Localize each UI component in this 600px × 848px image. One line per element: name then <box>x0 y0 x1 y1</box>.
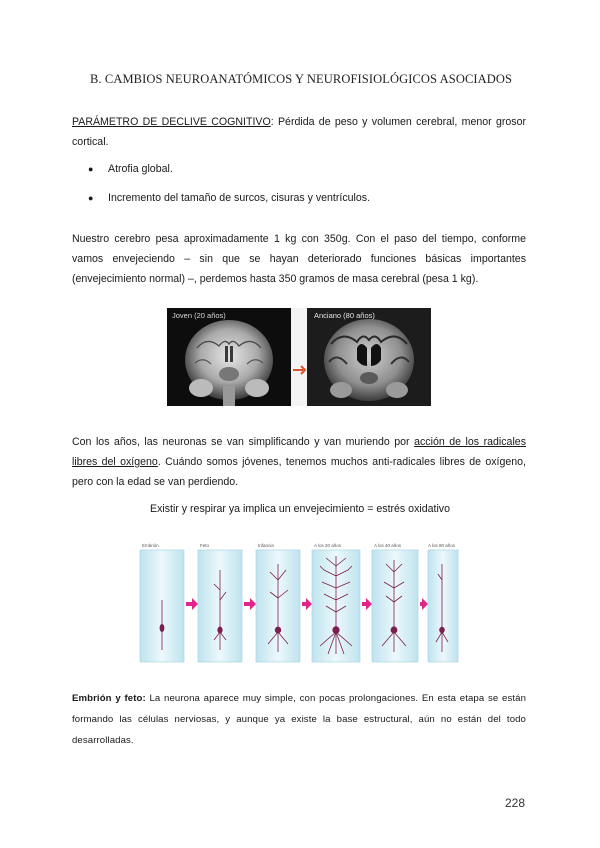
neuron-development-figure <box>136 540 462 664</box>
page-number: 228 <box>505 796 526 810</box>
neurons-paragraph <box>72 432 526 492</box>
neurons-text-underlined: acción de los radicales libres del oxígeno <box>72 436 526 468</box>
parameter-colon: : <box>270 116 274 128</box>
young-brain-panel <box>167 308 291 406</box>
brain-weight-paragraph: Nuestro cerebro pesa aproximadamente 1 kg con 350g. Con el paso del tiempo, conforme vamos envejeciendo – sin que se hayan deteriorado funciones básicas importantes (envejecimiento normal) –, perdemos hasta 350 gramos de masa cerebral (pesa 1 kg). <box>72 233 526 285</box>
neuron-stages-image <box>136 540 462 664</box>
stage-label: Infancia <box>258 543 274 548</box>
bullet-item <box>88 163 173 175</box>
bullet-text: Atrofia global. <box>108 163 173 175</box>
caption-text: La neurona aparece muy simple, con pocas prolongaciones. En esta etapa se están formando las células nerviosas, y aunque ya existe la base estructural, aún no están del todo desarrolladas. <box>72 693 526 746</box>
stage-label: A los 80 años <box>428 543 456 548</box>
parameter-text: Pérdida de peso y volumen cerebral, menor grosor cortical. <box>72 116 527 148</box>
arrow-gap <box>291 308 307 406</box>
bullet-dot-icon: ● <box>88 193 94 203</box>
caption-bold-label: Embrión y feto: <box>72 693 146 704</box>
neurons-text-after: . Cuándo somos jóvenes, tenemos muchos anti-radicales libres de oxígeno, pero con la edad se van perdiendo. <box>72 456 527 488</box>
oxidative-stress-statement: Existir y respirar ya implica un envejecimiento = estrés oxidativo <box>150 503 450 515</box>
stage-label: A los 20 años <box>314 543 342 548</box>
arrow-right-icon <box>291 308 307 406</box>
neurons-text-before: Con los años, las neuronas se van simplificando y van muriendo por <box>72 436 415 448</box>
old-brain-panel <box>307 308 431 406</box>
stage-label: Feto <box>200 543 210 548</box>
bullet-item <box>88 192 370 204</box>
young-brain-image <box>167 308 291 406</box>
cognitive-decline-paragraph <box>72 112 526 152</box>
bullet-text: Incremento del tamaño de surcos, cisuras y ventrículos. <box>108 192 371 204</box>
young-brain-label: Joven (20 años) <box>172 311 226 320</box>
bullet-dot-icon: ● <box>88 164 94 174</box>
embryo-fetus-caption <box>72 688 526 751</box>
stage-label: A los 40 años <box>374 543 402 548</box>
brain-mri-figure <box>167 308 431 406</box>
old-brain-label: Anciano (80 años) <box>314 311 375 320</box>
old-brain-image <box>307 308 431 406</box>
section-heading: B. CAMBIOS NEUROANATÓMICOS Y NEUROFISIOLÓGICOS ASOCIADOS <box>90 72 513 86</box>
parameter-label: PARÁMETRO DE DECLIVE COGNITIVO <box>72 116 271 128</box>
stage-label: Embrión <box>142 543 159 548</box>
